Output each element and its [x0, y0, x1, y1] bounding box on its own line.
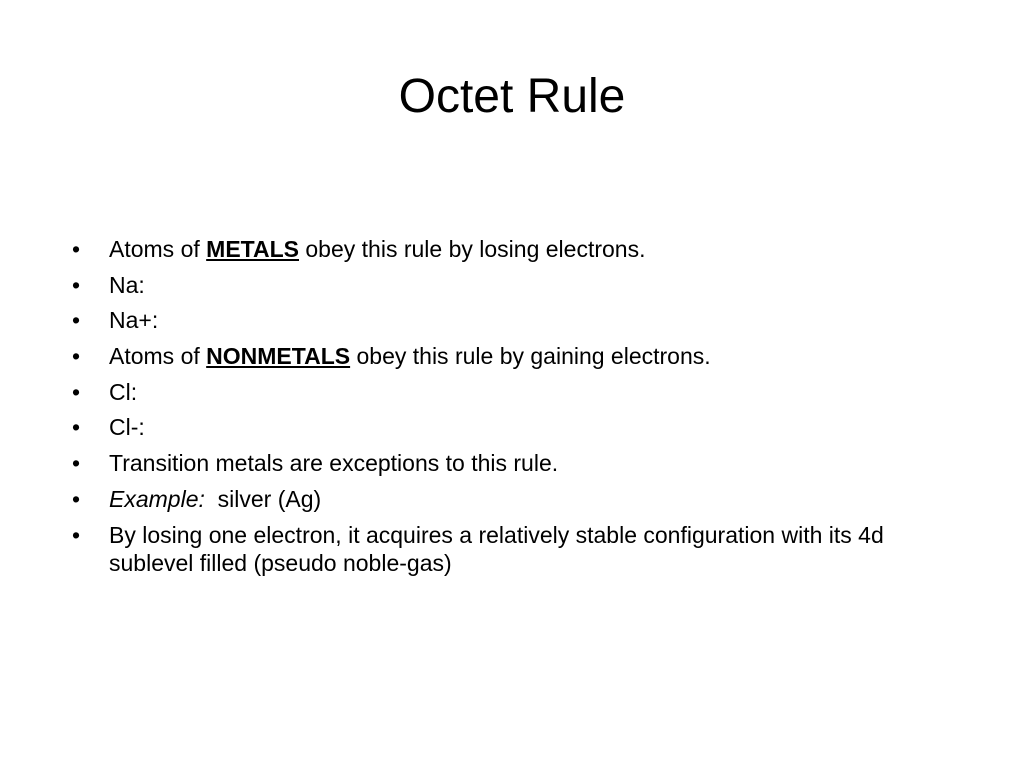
bullet-icon: • [72, 271, 81, 298]
bullet-text: By losing one electron, it acquires a relatively stable configuration with its 4d sublevel filled (pseudo noble-gas) [109, 521, 884, 576]
bullet-transition-metals [72, 449, 972, 477]
bullet-na [72, 271, 972, 299]
bullet-text-post: obey this rule by gaining electrons. [350, 343, 711, 370]
bullet-keyword: METALS [206, 236, 299, 262]
bullet-nonmetals [72, 342, 972, 370]
bullet-pseudo-noble-gas [72, 521, 972, 577]
slide-title: Octet Rule [398, 70, 626, 123]
bullet-keyword: NONMETALS [206, 343, 351, 370]
bullet-icon: • [72, 307, 81, 334]
bullet-text-pre: Atoms of [109, 343, 207, 370]
bullet-cl-ion [72, 413, 972, 441]
bullet-example [72, 485, 972, 513]
bullet-icon: • [72, 485, 81, 512]
bullet-icon: • [72, 521, 81, 548]
bullet-text: Na+: [109, 307, 159, 334]
bullet-list [72, 235, 972, 584]
bullet-na-ion [72, 306, 972, 334]
bullet-metals [72, 235, 972, 263]
bullet-text-pre: Atoms of [109, 236, 207, 262]
bullet-cl [72, 378, 972, 406]
bullet-icon: • [72, 378, 81, 405]
bullet-text-post: silver (Ag) [204, 485, 322, 512]
bullet-text: Cl-: [109, 414, 145, 441]
bullet-text-post: obey this rule by losing electrons. [299, 236, 646, 262]
bullet-text-italic: Example: [109, 485, 205, 512]
bullet-text: Transition metals are exceptions to this rule. [109, 450, 559, 477]
bullet-icon: • [72, 450, 81, 477]
bullet-icon: • [72, 414, 81, 441]
bullet-text: Na: [109, 271, 145, 298]
bullet-icon: • [72, 343, 81, 370]
bullet-text: Cl: [109, 378, 138, 405]
bullet-icon: • [72, 236, 81, 262]
